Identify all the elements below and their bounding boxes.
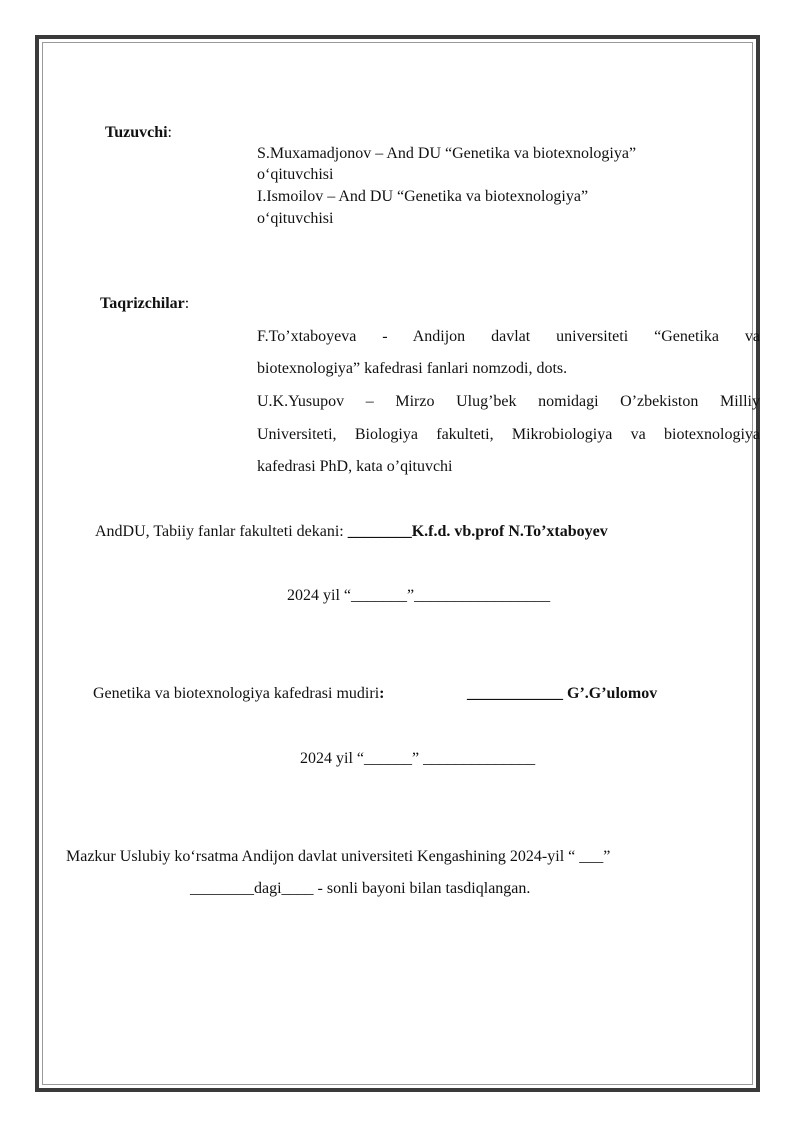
date-line-1	[287, 586, 550, 606]
date1-prefix: 2024 yil “	[287, 587, 351, 604]
head-colon: :	[379, 685, 385, 702]
approval-date-blank: ________	[190, 880, 254, 897]
head-signature	[467, 684, 657, 704]
date2-prefix: 2024 yil “	[300, 750, 364, 767]
authors-heading	[105, 123, 172, 143]
approval-rest: - sonli bayoni bilan tasdiqlangan.	[313, 880, 531, 897]
head-text: Genetika va biotexnologiya kafedrasi mudiri	[93, 685, 380, 702]
author-line-3: I.Ismoilov – And DU “Genetika va biotexnologiya”	[257, 188, 589, 205]
date1-day-blank: _______	[351, 587, 407, 604]
reviewer-line-2: biotexnologiya” kafedrasi fanlari nomzodi, dots.	[257, 360, 568, 377]
dean-name: K.f.d. vb.prof N.To’xtaboyev	[411, 523, 608, 540]
author-line-2: o‘qituvchisi	[257, 166, 334, 183]
reviewer-line-5: kafedrasi PhD, kata o’qituvchi	[257, 458, 453, 475]
head-name: G’.G’ulomov	[563, 685, 658, 702]
approval-line-1: Mazkur Uslubiy ko‘rsatma Andijon davlat universiteti Kengashining 2024-yil “ ___”	[66, 848, 611, 865]
dean-line	[95, 522, 608, 542]
reviewer-line-1: F.To’xtaboyeva - Andijon davlat universiteti “Genetika va	[257, 328, 760, 345]
date1-month-blank: _________________	[414, 587, 551, 604]
date1-quote: ”	[407, 587, 415, 604]
dean-signature-blank: ________	[347, 523, 412, 540]
reviewer-line-4: Universiteti, Biologiya fakulteti, Mikrobiologiya va biotexnologiya	[257, 426, 760, 443]
author-line-4: o‘qituvchisi	[257, 210, 334, 227]
approval-line-2	[190, 879, 530, 899]
approval-number-blank: ____	[281, 880, 314, 897]
reviewers-label: Taqrizchilar	[100, 295, 185, 312]
date-line-2	[300, 749, 535, 769]
date2-month-blank: ______________	[423, 750, 536, 767]
head-line	[93, 684, 384, 704]
head-signature-blank: ____________	[467, 685, 563, 702]
reviewer-line-3: U.K.Yusupov – Mirzo Ulug’bek nomidagi O’zbekiston Milliy	[257, 393, 760, 410]
author-line-1: S.Muxamadjonov – And DU “Genetika va biotexnologiya”	[257, 145, 637, 162]
authors-colon: :	[167, 124, 172, 141]
reviewers-heading	[100, 294, 189, 314]
date2-quote: ”	[412, 750, 424, 767]
approval-dagi: dagi	[254, 880, 282, 897]
date2-day-blank: ______	[364, 750, 412, 767]
dean-text: AndDU, Tabiiy fanlar fakulteti dekani:	[95, 523, 348, 540]
reviewers-colon: :	[184, 295, 190, 312]
authors-label: Tuzuvchi	[105, 124, 168, 141]
